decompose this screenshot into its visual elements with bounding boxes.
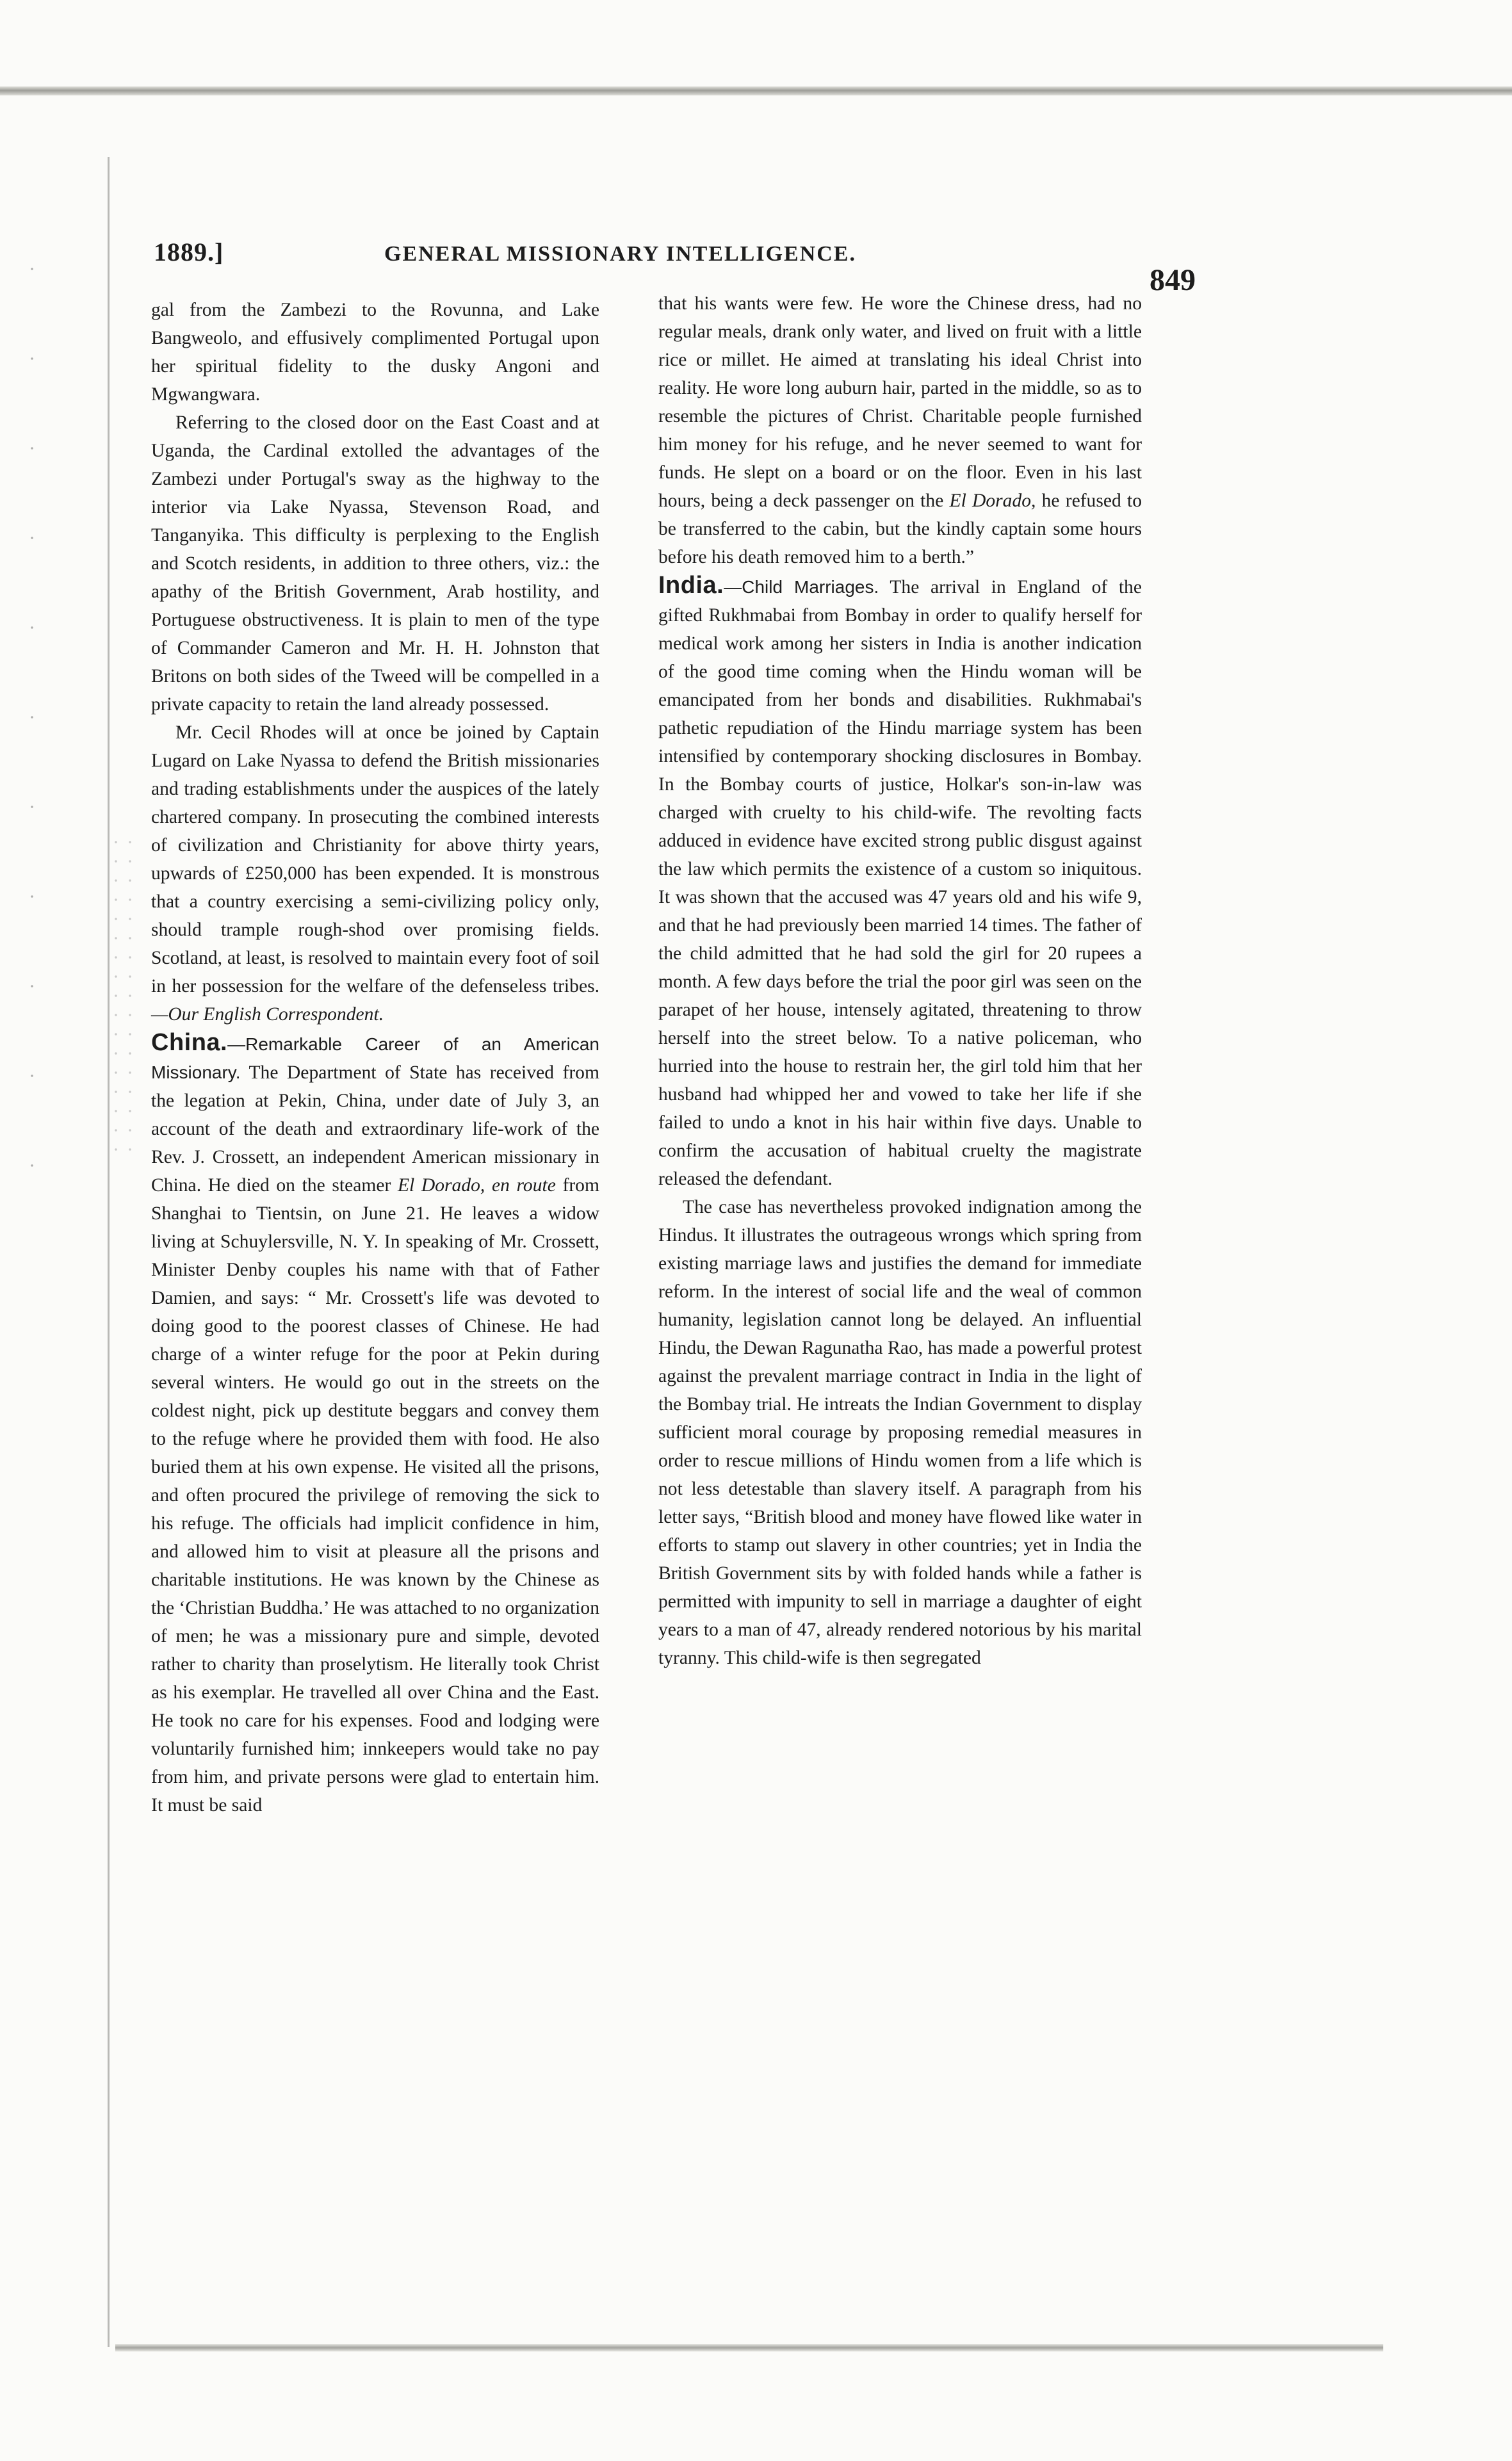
china-heading: China. (151, 1029, 228, 1056)
page-number: 849 (1150, 263, 1196, 297)
ship-name: El Dorado, (397, 1175, 485, 1196)
correspondent-signature: —Our English Correspondent. (151, 1004, 384, 1025)
paragraph-rhodes-text: Mr. Cecil Rhodes will at once be joined by Captain Lugard on Lake Nyassa to defend the British missionaries and trading establishments under the auspices of the lately chartered company. In prosecuting the combined interests of civilization and Christianity for above thirty years, upwards of £250,000 has been expended. It is monstrous that a country exercising a semi-civilizing policy only, should trample rough-shod over promising fields. Scotland, at least, is resolved to maintain every foot of soil in her possession for the welfare of the defenseless tribes. (151, 722, 599, 996)
india-subheading: —Child Marriages. (724, 577, 879, 597)
paragraph-rhodes (151, 719, 599, 1028)
running-title: GENERAL MISSIONARY INTELLIGENCE. (384, 242, 856, 266)
margin-specks (13, 224, 51, 1185)
india-heading: India. (658, 572, 724, 599)
right-column (658, 289, 1142, 1672)
paragraph-indignation: The case has nevertheless provoked indignation among the Hindus. It illustrates the outrageous wrongs which spring from existing marriage laws and justifies the demand for immediate reform. In the interest of social life and the weal of common humanity, legislation cannot long be delayed. An influential Hindu, the Dewan Ragunatha Rao, has made a powerful protest against the prevalent marriage contract in India in the light of the Bombay trial. He intreats the Indian Government to display sufficient moral courage by proposing remedial measures in order to rescue millions of Hindu women from a life which is not less detestable than slavery itself. A paragraph from his letter says, “British blood and money have flowed like water in efforts to stamp out slavery in other countries; yet in India the British Government sits by with folded hands while a father is permitted with impunity to sell in marriage a daughter of eight years to a man of 47, already rendered notorious by his marital tyranny. This child-wife is then segregated (658, 1197, 1142, 1668)
china-text-2: from Shanghai to Tientsin, on June 21. He leaves a widow living at Schuylersville, N. Y. In speaking of Mr. Crossett, Minister Denby couples his name with that of Father Damien, and says: “ Mr. Crossett's life was devoted to doing good to the poorest classes of Chinese. He had charge of a winter refuge for the poor at Pekin during several winters. He would go out in the streets on the coldest night, pick up destitute beggars and convey them to the refuge where he provided them with food. He also buried them at his own expense. He visited all the prisons, and often procured the privilege of removing the sick to his refuge. The officials had implicit confidence in him, and allowed him to visit at pleasure all the prisons and charitable institutions. He was known by the Chinese as the ‘Christian Buddha.’ He was attached to no organization of men; he was a missionary pure and simple, devoted rather to charity than proselytism. He literally took Christ as his exemplar. He travelled all over China and the East. He took no care for his expenses. Food and lodging were voluntarily furnished him; innkeepers would take no pay from him, and private persons were glad to entertain him. It must be said (151, 1175, 599, 1815)
page-header (154, 231, 1178, 282)
crossett-text-2: he refused to be transferred to the cabin, but the kindly captain some hours before his death removed him to a berth.” (658, 491, 1142, 567)
paragraph-crossett-continued (658, 289, 1142, 571)
en-route: en route (485, 1175, 556, 1196)
india-text-1: The arrival in England of the gifted Rukhmabai from Bombay in order to qualify herself for medical work among her sisters in India is another indication of the good time coming when the Hindu woman will be emancipated from her bonds and disabilities. Rukhmabai's pathetic repudiation of the Hindu marriage system has been intensified by contemporary shocking disclosures in Bombay. In the Bombay courts of justice, Holkar's son-in-law was charged with cruelty to his child-wife. The revolting facts adduced in evidence have excited strong public disgust against the law which permits the existence of a custom so iniquitous. It was shown that the accused was 47 years old and his wife 9, and that he had previously been married 14 times. The father of the child admitted that he had sold the girl for 20 rupees a month. A few days before the trial the poor girl was seen on the parapet of her house, intensely agitated, threatening to throw herself into the street below. To a native policeman, who hurried into the house to restrain her, the girl told him that her husband had whipped her and vowed to take her life if she failed to undo a knot in his hair within five days. Unable to confirm the accusation of habitual cruelty the magistrate released the defendant. (658, 577, 1142, 1189)
left-column (151, 296, 599, 1819)
scan-edge-top (0, 86, 1512, 95)
crossett-text-1: that his wants were few. He wore the Chinese dress, had no regular meals, drank only water, and lived on fruit with a little rice or millet. He aimed at translating his ideal Christ into reality. He wore long auburn hair, parted in the middle, so as to resemble the pictures of Christ. Charitable people furnished him money for his refuge, and he never seemed to want for funds. He slept on a board or on the floor. Even in his last hours, being a deck passenger on the (658, 293, 1142, 511)
gutter-specks (109, 833, 138, 1153)
section-india (658, 571, 1142, 1193)
scan-edge-bottom (115, 2344, 1383, 2351)
section-china (151, 1028, 599, 1819)
paragraph-closed-door: Referring to the closed door on the East Coast and at Uganda, the Cardinal extolled the advantages of the Zambezi under Portugal's sway as the highway to the interior via Lake Nyassa, Stevenson Road, and Tanganyika. This difficulty is perplexing to the English and Scotch residents, in addition to three others, viz.: the apathy of the British Government, Arab hostility, and Portuguese obstructiveness. It is plain to men of the type of Commander Cameron and Mr. H. H. Johnston that Britons on both sides of the Tweed will be compelled in a private capacity to retain the land already possessed. (151, 412, 599, 715)
header-year: 1889.] (154, 238, 224, 266)
china-subheading: —Remarkable Career of an American Missionary. (151, 1034, 599, 1082)
paragraph-continued: gal from the Zambezi to the Rovunna, and Lake Bangweolo, and effusively complimented Portugal upon her spiritual fidelity to the dusky Angoni and Mgwangwara. (151, 300, 599, 405)
margin-rule (108, 157, 110, 2347)
china-text-1: The Department of State has received from the legation at Pekin, China, under date of July 3, an account of the death and extraordinary life-work of the Rev. J. Crossett, an independent American missionary in China. He died on the steamer (151, 1062, 599, 1196)
ship-name-2: El Dorado, (949, 491, 1036, 511)
